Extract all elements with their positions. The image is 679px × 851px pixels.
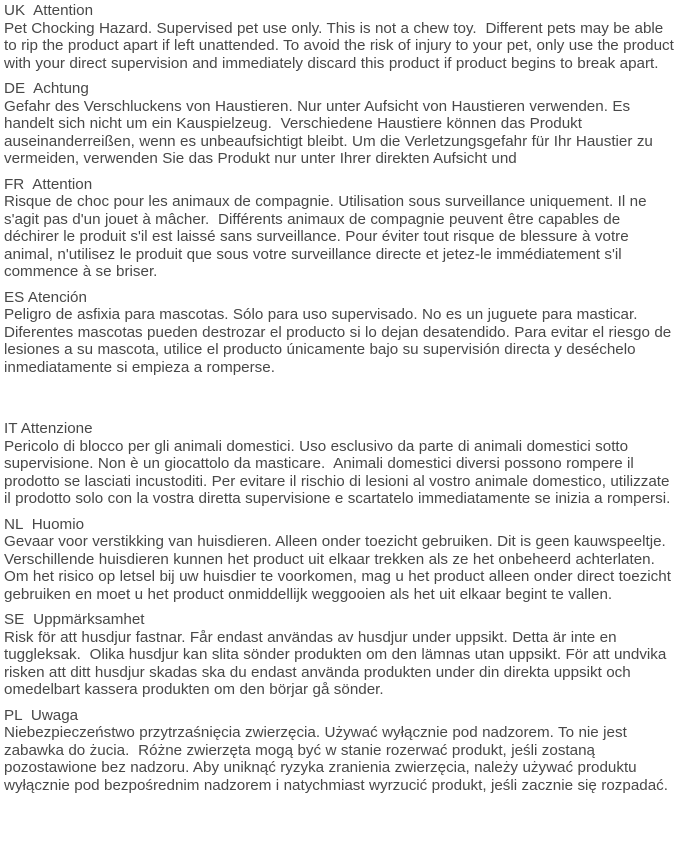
section-body-fr: Risque de choc pour les animaux de compagnie. Utilisation sous surveillance uniquement. Il ne s'agit pas d'un jouet à mâcher. Différents animaux de compagnie peuvent être capables de déchirer le produit s'il est laissé sans surveillance. Pour éviter tout risque de blessure à votre animal, n'utilisez le produit que sous votre surveillance directe et jetez-le immédiatement s'il commence à se briser. bbox=[4, 193, 651, 280]
section-body-es: Peligro de asfixia para mascotas. Sólo para uso supervisado. No es un juguete para masticar. Diferentes mascotas pueden destrozar el producto si lo dejan desatendido. Para evitar el riesgo de lesiones a su mascota, utilice el producto únicamente bajo su supervisión directa y deséchelo inmediatamente si empieza a romperse. bbox=[4, 306, 676, 376]
section-body-uk: Pet Chocking Hazard. Supervised pet use only. This is not a chew toy. Different pets may be able to rip the product apart if left unattended. To avoid the risk of injury to your pet, only use the product with your direct supervision and immediately discard this product if product begins to break apart. bbox=[4, 19, 679, 72]
section-heading-es: ES Atención bbox=[4, 288, 87, 306]
warning-section-nl bbox=[4, 516, 676, 604]
warning-section-uk bbox=[4, 2, 679, 72]
warning-section-es bbox=[4, 289, 676, 377]
section-body-se: Risk för att husdjur fastnar. Får endast användas av husdjur under uppsikt. Detta är inte en tuggleksak. Olika husdjur kan slita sönder produkten om den lämnas utan uppsikt. För att undvika risken att ditt husdjur skadas ska du endast använda produkten under din direkta uppsikt och omedelbart kassera produkten om den börjar gå sönder. bbox=[4, 628, 671, 698]
warning-section-it bbox=[4, 420, 676, 508]
section-heading-fr: FR Attention bbox=[4, 175, 93, 193]
warning-section-de bbox=[4, 80, 676, 168]
section-heading-de: DE Achtung bbox=[4, 80, 89, 97]
section-heading-pl: PL Uwaga bbox=[4, 706, 79, 724]
section-heading-it: IT Attenzione bbox=[4, 420, 93, 437]
section-body-pl: Niebezpieczeństwo przytrzaśnięcia zwierzęcia. Używać wyłącznie pod nadzorem. To nie jest zabawka do żucia. Różne zwierzęta mogą być w stanie rozerwać produkt, jeśli zostaną pozostawione bez nadzoru. Aby uniknąć ryzyka zranienia zwierzęcia, należy używać produktu wyłącznie pod bezpośrednim nadzorem i natychmiast wyrzucić produkt, jeśli zacznie się rozpadać. bbox=[4, 724, 668, 794]
warning-section-se bbox=[4, 611, 676, 699]
section-heading-uk: UK Attention bbox=[4, 2, 94, 19]
section-body-nl: Gevaar voor verstikking van huisdieren. Alleen onder toezicht gebruiken. Dit is geen kauwspeeltje. Verschillende huisdieren kunnen het product uit elkaar trekken als ze het onbeheerd achterlaten. Om het risico op letsel bij uw huisdier te voorkomen, mag u het product alleen onder direct toezicht gebruiken en moet u het product onmiddellijk weggooien als het uit elkaar begint te vallen. bbox=[4, 533, 676, 603]
warning-section-fr bbox=[4, 176, 676, 281]
warning-section-pl bbox=[4, 707, 676, 795]
section-body-de: Gefahr des Verschluckens von Haustieren. Nur unter Aufsicht von Haustieren verwenden. Es handelt sich nicht um ein Kauspielzeug. Verschiedene Haustiere können das Produkt auseinanderreißen, wenn es unbeaufsichtigt bleibt. Um die Verletzungsgefahr für Ihr Haustier zu vermeiden, verwenden Sie das Produkt nur unter Ihrer direkten Aufsicht und bbox=[4, 97, 658, 167]
section-heading-nl: NL Huomio bbox=[4, 515, 85, 533]
section-heading-se: SE Uppmärksamhet bbox=[4, 611, 145, 628]
section-body-it: Pericolo di blocco per gli animali domestici. Uso esclusivo da parte di animali domestici sotto supervisione. Non è un giocattolo da masticare. Animali domestici diversi possono rompere il prodotto se lasciati incustoditi. Per evitare il rischio di lesioni al vostro animale domestico, utilizzate il prodotto solo con la vostra diretta supervisione e scartatelo immediatamente se inizia a rompersi. bbox=[4, 437, 674, 507]
